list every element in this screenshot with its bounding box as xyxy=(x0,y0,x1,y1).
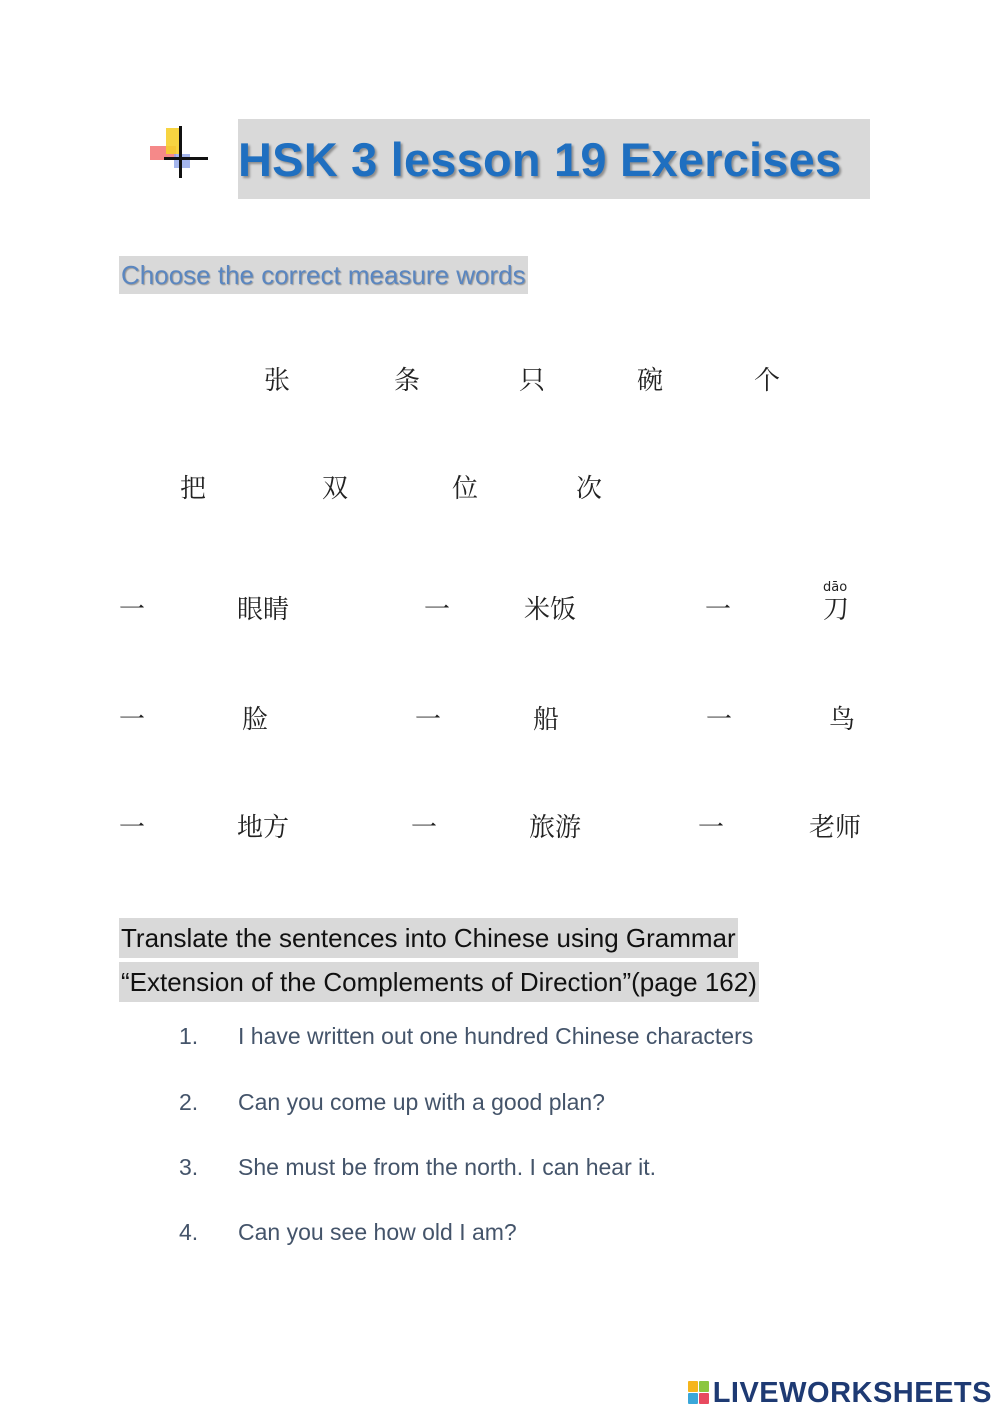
measure-word: 张 xyxy=(264,366,291,396)
blank-dash: 一 xyxy=(706,705,733,735)
noun-cell: 旅游 xyxy=(529,813,582,843)
section1-heading: Choose the correct measure words xyxy=(119,256,528,294)
liveworksheets-logo-icon xyxy=(688,1381,710,1405)
question-number: 2. xyxy=(179,1089,199,1115)
noun-cell: 脸 xyxy=(242,705,269,735)
blank-dash: 一 xyxy=(119,595,146,625)
measure-word: 把 xyxy=(180,474,207,504)
noun-cell: 地方 xyxy=(237,813,290,843)
blank-dash: 一 xyxy=(698,813,725,843)
blank-dash: 一 xyxy=(119,705,146,735)
measure-word: 个 xyxy=(754,366,781,396)
question-text: I have written out one hundred Chinese characters xyxy=(238,1023,754,1049)
question-number: 4. xyxy=(179,1219,199,1245)
noun-cell: 米饭 xyxy=(524,595,577,625)
question-text: Can you see how old I am? xyxy=(238,1219,517,1245)
section2-heading-line2: “Extension of the Complements of Direction”(page 162) xyxy=(119,962,759,1002)
noun-cell: 鸟 xyxy=(829,705,856,735)
blank-dash: 一 xyxy=(411,813,438,843)
measure-word: 只 xyxy=(519,366,546,396)
measure-word: 次 xyxy=(576,474,603,504)
noun-cell: 船 xyxy=(533,705,560,735)
noun-cell: 眼睛 xyxy=(237,595,290,625)
noun-cell: 刀 xyxy=(823,595,850,625)
question-text: Can you come up with a good plan? xyxy=(238,1089,605,1115)
measure-word: 条 xyxy=(394,366,421,396)
pinyin-annotation: dāo xyxy=(823,580,848,595)
page-title: HSK 3 lesson 19 Exercises xyxy=(238,133,842,186)
question-number: 3. xyxy=(179,1154,199,1180)
blank-dash: 一 xyxy=(705,595,732,625)
blank-dash: 一 xyxy=(424,595,451,625)
measure-word: 碗 xyxy=(637,366,664,396)
measure-word: 位 xyxy=(452,474,479,504)
brand-watermark xyxy=(688,1378,992,1408)
cross-logo-icon xyxy=(146,124,208,180)
blank-dash: 一 xyxy=(415,705,442,735)
question-number: 1. xyxy=(179,1023,199,1049)
noun-cell: 老师 xyxy=(809,813,862,843)
brand-text: LIVEWORKSHEETS xyxy=(712,1377,992,1409)
blank-dash: 一 xyxy=(119,813,146,843)
question-text: She must be from the north. I can hear it. xyxy=(238,1154,657,1180)
section2-heading-line1: Translate the sentences into Chinese using Grammar xyxy=(119,918,738,958)
measure-word: 双 xyxy=(322,474,349,504)
